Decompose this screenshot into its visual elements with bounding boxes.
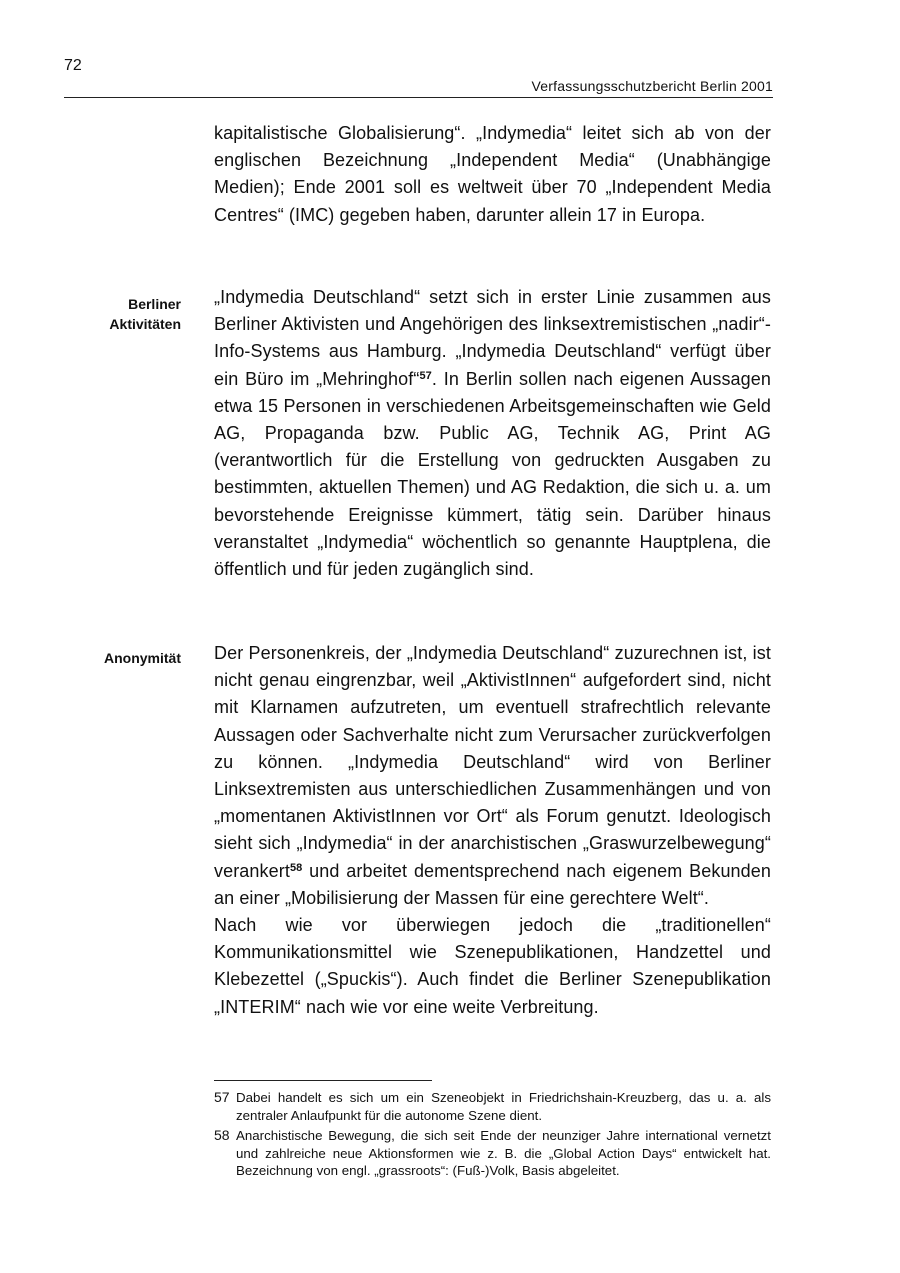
running-header: Verfassungsschutzbericht Berlin 2001 [64, 78, 773, 98]
anonymitaet-paragraph-2: Nach wie vor überwiegen jedoch die „traditionellen“ Kommunikationsmittel wie Szenepublikationen, Handzettel und Klebezettel („Spuckis“). Auch findet die Berliner Szenepublikation „INTERIM“ nach wie vor eine weite Verbreitung. [214, 915, 771, 1017]
margin-label-line: Aktivitäten [109, 316, 181, 332]
margin-label-anonymitaet: Anonymität [104, 650, 181, 666]
footnote-text: Anarchistische Bewegung, die sich seit Ende der neunziger Jahre international vernetzt und zahlreiche neue Aktionsformen wie z. B. die „Global Action Days“ entwickelt hat. Bezeichnung von engl. „grassroots“: (Fuß-)Volk, Basis abgeleitet. [236, 1128, 771, 1178]
footnote-number: 57 [214, 1089, 230, 1105]
anonymitaet-block [214, 640, 771, 1021]
paragraph-text: und arbeitet dementsprechend nach eigenem Bekunden an einer „Mobilisierung der Massen für eine gerechtere Welt“. [214, 860, 771, 908]
footnote-text: Dabei handelt es sich um ein Szeneobjekt in Friedrichshain-Kreuzberg, das u. a. als zentraler Anlaufpunkt für die autonome Szene dient. [236, 1090, 771, 1123]
footnote-58 [214, 1127, 771, 1180]
margin-label-line: Berliner [128, 296, 181, 312]
paragraph-text: . In Berlin sollen nach eigenen Aussagen etwa 15 Personen in verschiedenen Arbeitsgemeinschaften wie Geld AG, Propaganda bzw. Public AG, Technik AG, Print AG (verantwortlich für die Erstellung von gedruckten Ausgaben zu bestimmten, aktuellen Themen) und AG Redaktion, die sich u. a. um bevorstehende Ereignisse kümmert, tätig sein. Darüber hinaus veranstaltet „Indymedia“ wöchentlich so genannte Hauptplena, die öffentlich und für jeden zugänglich sind. [214, 368, 772, 580]
footnote-rule [214, 1080, 432, 1081]
berliner-aktivitaeten-paragraph [214, 284, 771, 583]
margin-label-berliner-aktivitaeten [64, 294, 181, 334]
page-number: 72 [64, 57, 82, 74]
anonymitaet-paragraph [214, 640, 771, 912]
berliner-aktivitaeten-block [214, 284, 771, 583]
footnote-number: 58 [214, 1127, 230, 1143]
footnote-57 [214, 1089, 771, 1124]
footnotes [214, 1089, 771, 1183]
intro-paragraph: kapitalistische Globalisierung“. „Indymedia“ leitet sich ab von der englischen Bezeichnung „Independent Media“ (Unabhängige Medien); Ende 2001 soll es weltweit über 70 „Independent Media Centres“ (IMC) gegeben haben, darunter allein 17 in Europa. [214, 123, 771, 225]
footnote-ref-57[interactable]: 57 [419, 369, 432, 382]
paragraph-text: „Indymedia Deutschland“ setzt sich in erster Linie zusammen aus Berliner Aktivisten und Angehörigen des linksextremistischen „nadir“-Info-Systems aus Hamburg. „Indymedia Deutschland“ verfügt über ein Büro im „Mehringhof“ [214, 287, 771, 389]
footnote-ref-58[interactable]: 58 [289, 861, 303, 874]
paragraph-text: Der Personenkreis, der „Indymedia Deutschland“ zuzurechnen ist, ist nicht genau eingrenzbar, weil „AktivistInnen“ aufgefordert sind, nicht mit Klarnamen aufzutreten, um eventuell strafrechtlich relevante Aussagen oder Sachverhalte nicht zum Verursacher zurückverfolgen zu können. „Indymedia Deutschland“ wird von Berliner Linksextremisten aus unterschiedlichen Zusammenhängen und von „momentanen AktivistInnen vor Ort“ als Forum genutzt. Ideologisch sieht sich „Indymedia“ in der anarchistischen „Graswurzelbewegung“ verankert [214, 643, 771, 881]
intro-paragraph-block [214, 120, 771, 229]
